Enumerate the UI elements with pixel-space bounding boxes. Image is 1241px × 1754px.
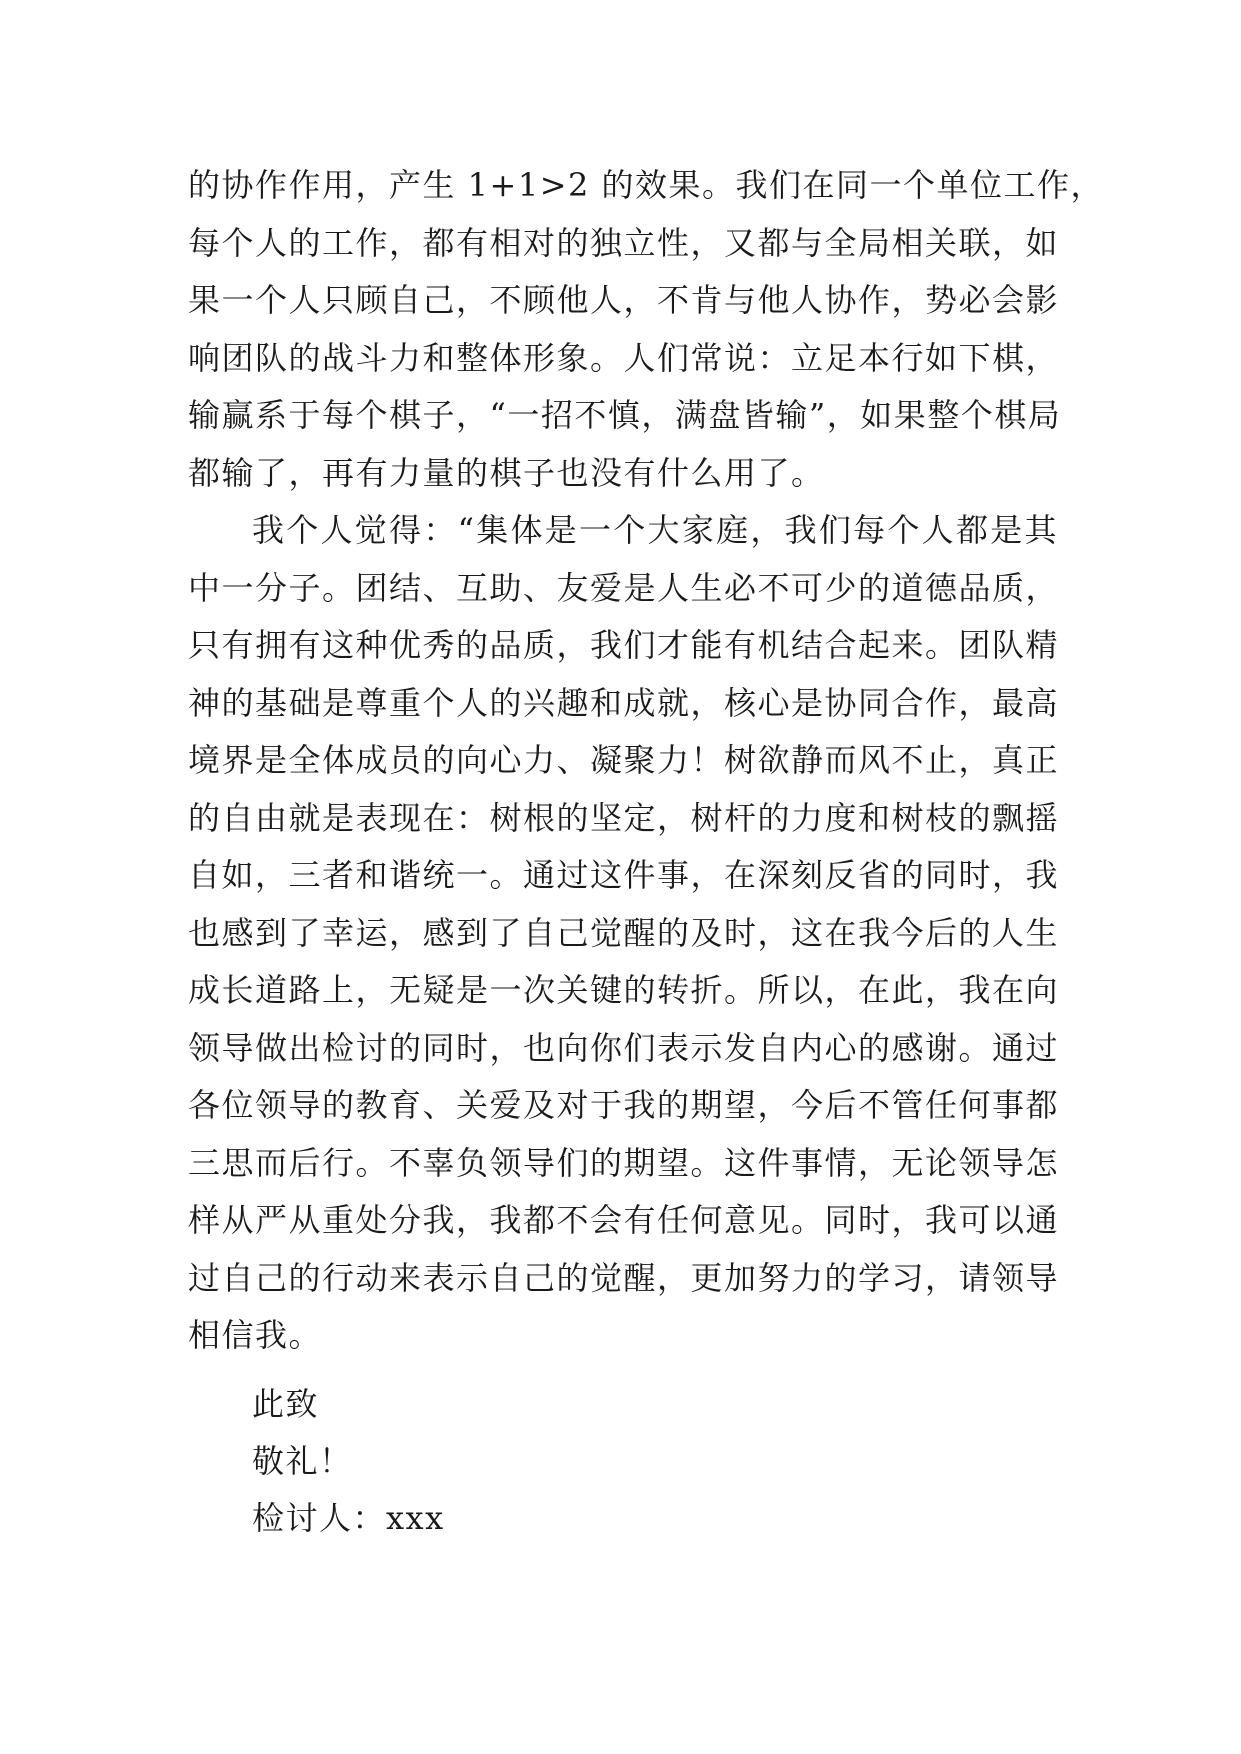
signature-line: 检讨人：xxx (252, 1499, 445, 1537)
text-line: 中一分子。团结、互助、友爱是人生必不可少的道德品质， (188, 568, 1060, 607)
text-line: 过自己的行动来表示自己的觉醒，更加努力的学习，请领导 (188, 1258, 1060, 1297)
text-line: 响团队的战斗力和整体形象。人们常说：立足本行如下棋， (188, 338, 1060, 377)
text-line: 样从严从重处分我，我都不会有任何意见。同时，我可以通 (188, 1201, 1060, 1239)
text-line: 都输了，再有力量的棋子也没有什么用了。 (188, 453, 825, 492)
text-line: 输赢系于每个棋子，“一招不慎，满盘皆输”，如果整个棋局 (188, 396, 1062, 434)
paragraph-teamwork (188, 157, 1105, 502)
text-line: 境界是全体成员的向心力、凝聚力！树欲静而风不止，真正 (188, 741, 1060, 779)
text-line: 成长道路上，无疑是一次关键的转折。所以，在此，我在向 (188, 971, 1060, 1009)
text-line: 的自由就是表现在：树根的坚定，树杆的力度和树枝的飘摇 (188, 798, 1060, 837)
text-line: 三思而后行。不辜负领导们的期望。这件事情，无论领导怎 (188, 1143, 1060, 1182)
text-line: 也感到了幸运，感到了自己觉醒的及时，这在我今后的人生 (188, 913, 1060, 952)
text-line: 领导做出检讨的同时，也向你们表示发自内心的感谢。通过 (188, 1028, 1060, 1067)
closing-salutation-1: 此致 (252, 1385, 320, 1423)
text-line: 我个人觉得：“集体是一个大家庭，我们每个人都是其 (252, 511, 1058, 549)
text-line: 每个人的工作，都有相对的独立性，又都与全局相关联，如 (188, 223, 1060, 262)
text-line: 的协作作用，产生 1+1>2 的效果。我们在同一个单位工作， (188, 166, 1105, 204)
text-line: 各位领导的教育、关爱及对于我的期望，今后不管任何事都 (188, 1086, 1060, 1124)
paragraph-reflection (188, 502, 1058, 1365)
text-line: 自如，三者和谐统一。通过这件事，在深刻反省的同时，我 (188, 856, 1060, 894)
text-line: 果一个人只顾自己，不顾他人，不肯与他人协作，势必会影 (188, 281, 1060, 319)
closing-salutation-2: 敬礼！ (252, 1442, 353, 1480)
text-line: 相信我。 (188, 1316, 323, 1354)
text-line: 神的基础是尊重个人的兴趣和成就，核心是协同合作，最高 (188, 683, 1060, 722)
text-line: 只有拥有这种优秀的品质，我们才能有机结合起来。团队精 (188, 626, 1060, 664)
